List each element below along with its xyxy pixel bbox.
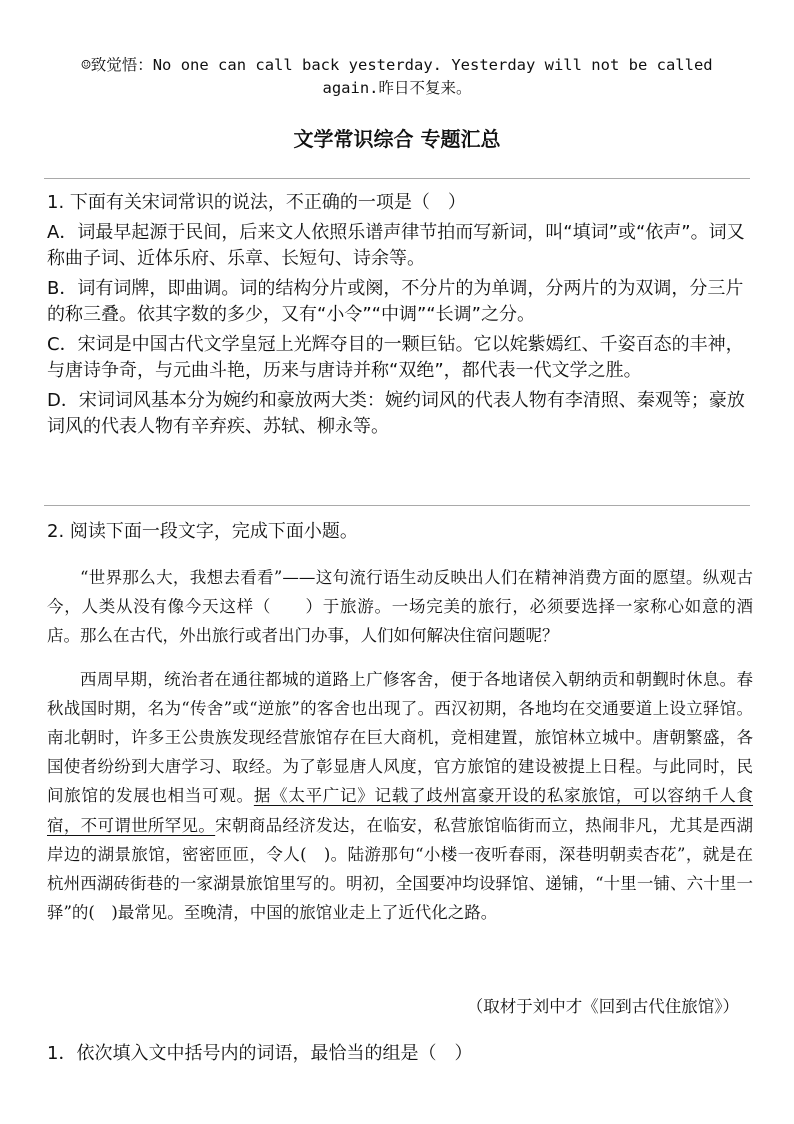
motto-line-1: ☺致觉悟：No one can call back yesterday. Yesterday will not be called [81, 56, 713, 74]
passage-paragraph-2 [47, 665, 753, 928]
divider-middle [44, 505, 750, 506]
motto [40, 54, 754, 100]
passage-paragraph-2-part-1: 西周早期，统治者在通往都城的道路上广修客舍，便于各地诸侯入朝纳贡和朝觐时休息。春秋战国时期，名为“传舍”或“逆旅”的客舍也出现了。西汉初期，各地均在交通要道上设立驿馆。南北朝时，许多王公贵族发现经营旅馆存在巨大商机，竞相建置，旅馆林立城中。唐朝繁盛，各国使者纷纷到大唐学习、取经。为了彰显唐人风度，官方旅馆的建设被提上日程。与此同时，民间旅馆的发展也相当可观。 [47, 669, 753, 806]
reading-passage [47, 563, 753, 927]
question-1-option-c: C．宋词是中国古代文学皇冠上光辉夺目的一颗巨钻。它以姹紫嫣红、千姿百态的丰神，与唐诗争奇，与元曲斗艳，历来与唐诗并称“双绝”，都代表一代文学之胜。 [47, 334, 744, 381]
divider-top [44, 178, 750, 179]
question-1-option-d: D．宋词词风基本分为婉约和豪放两大类：婉约词风的代表人物有李清照、秦观等；豪放词风的代表人物有辛弃疾、苏轼、柳永等。 [47, 390, 745, 437]
motto-line-2: again.昨日不复来。 [322, 79, 472, 97]
page-title: 文学常识综合 专题汇总 [293, 127, 501, 151]
question-1-stem: 1. 下面有关宋词常识的说法，不正确的一项是（ ） [47, 192, 466, 213]
passage-paragraph-2-part-2: 宋朝商品经济发达，在临安，私营旅馆临街而立，热闹非凡，尤其是西湖岸边的湖景旅馆，密密匝匝，令人( )。陆游那句“小楼一夜听春雨，深巷明朝卖杏花”，就是在杭州西湖砖街巷的一家湖景旅馆里写的。明初，全国要冲均设驿馆、递铺，“十里一铺、六十里一驿”的( )最常见。至晚清，中国的旅馆业走上了近代化之路。 [47, 815, 754, 923]
question-1-option-b: B．词有词牌，即曲调。词的结构分片或阕，不分片的为单调，分两片的为双调，分三片的称三叠。依其字数的多少，又有“小令”“中调”“长调”之分。 [47, 278, 744, 325]
subquestion-1-stem: 1．依次填入文中括号内的词语，最恰当的组是（ ） [47, 1043, 473, 1064]
passage-source: （取材于刘中才《回到古代住旅馆》） [466, 997, 739, 1016]
question-2-stem: 2. 阅读下面一段文字，完成下面小题。 [47, 521, 358, 542]
underlined-sentence: 据《太平广记》记载了歧州富豪开设的私家旅馆，可以容纳千人食宿，不可谓世所罕见。 [47, 786, 754, 835]
passage-paragraph-1: “世界那么大，我想去看看”——这句流行语生动反映出人们在精神消费方面的愿望。纵观古今，人类从没有像今天这样（ ）于旅游。一场完美的旅行，必须要选择一家称心如意的酒店。那么在古代，外出旅行或者出门办事，人们如何解决住宿问题呢？ [47, 568, 753, 646]
question-1-option-a: A．词最早起源于民间，后来文人依照乐谱声律节拍而写新词，叫“填词”或“依声”。词又称曲子词、近体乐府、乐章、长短句、诗余等。 [47, 222, 745, 269]
question-1 [47, 190, 752, 444]
